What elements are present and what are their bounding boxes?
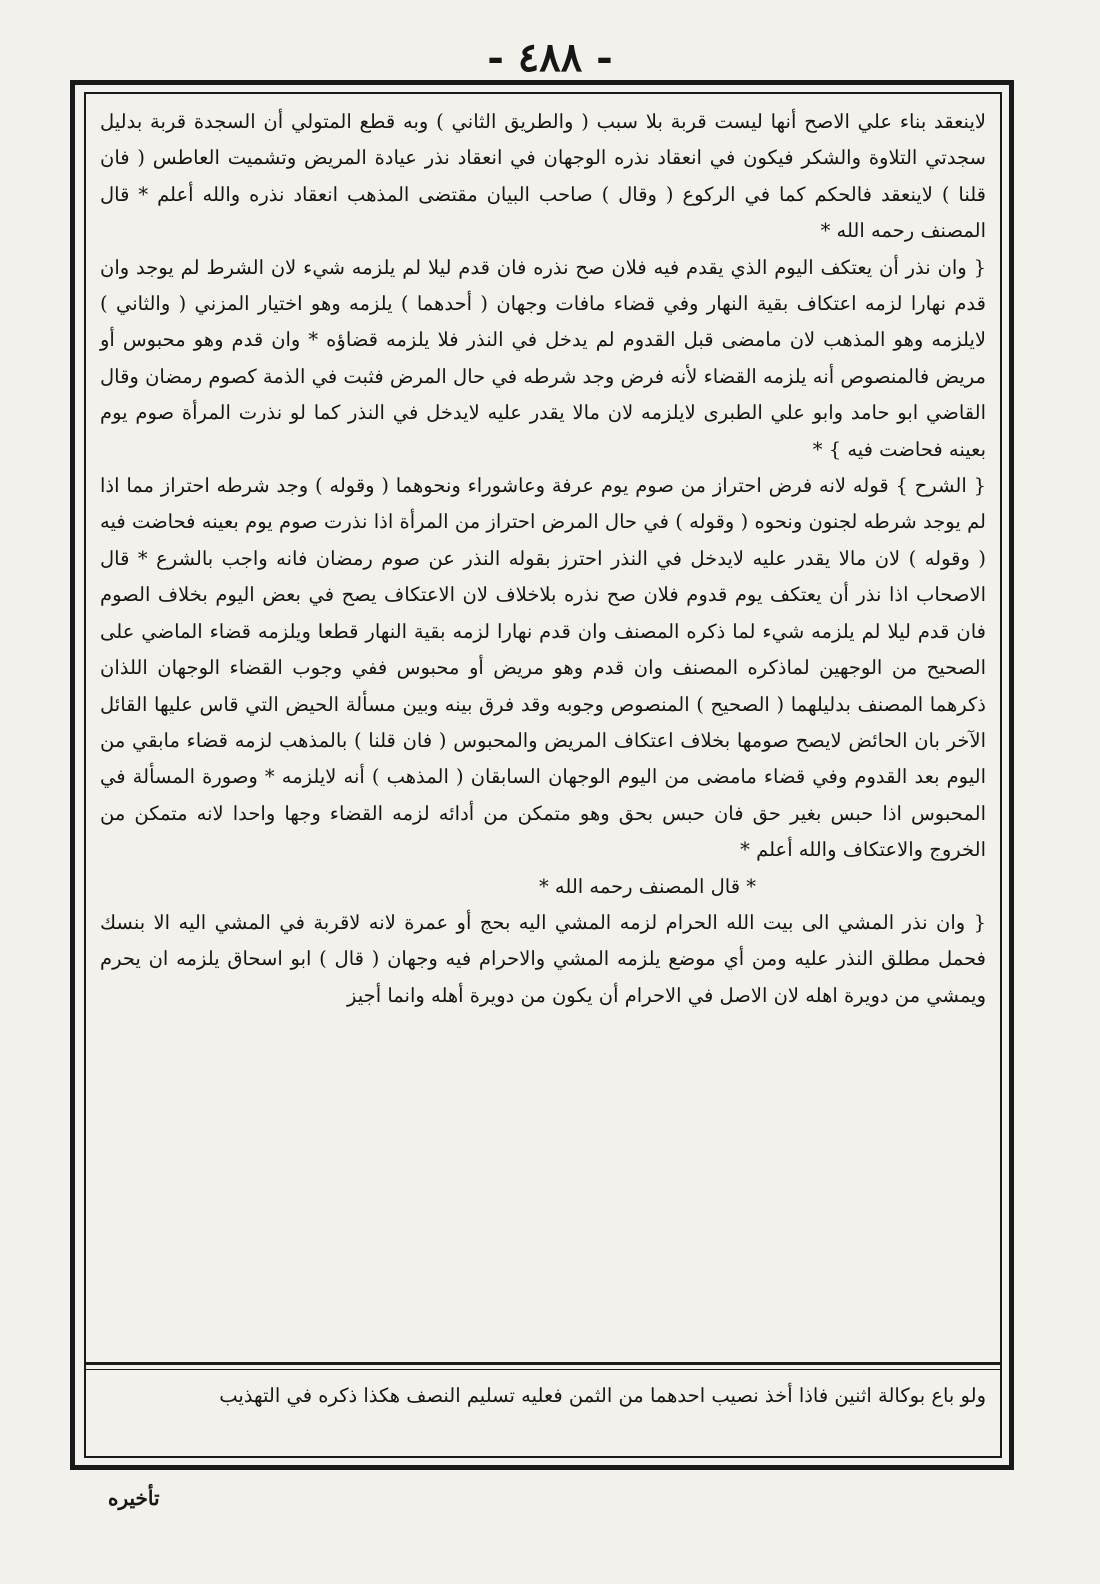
paragraph-5: { وان نذر المشي الى بيت الله الحرام لزمه المشي اليه بحج أو عمرة لانه لاقربة في المشي اليه الا بنسك فحمل مطلق النذر عليه ومن أي موضع يلزمه المشي والاحرام فيه وجهان ( قال ) ابو اسحاق يلزمه ان يحرم ويمشي من دويرة اهله لان الاصل في الاحرام أن يكون من دويرة أهله وانما أجيز: [100, 910, 986, 1007]
footnote: ولو باع بوكالة اثنين فاذا أخذ نصيب احدهما من الثمن فعليه تسليم النصف هكذا ذكره في التهذيب: [219, 1384, 986, 1407]
footnote-rule-top: [86, 1362, 1000, 1365]
footnote-rule-top-thin: [86, 1369, 1000, 1370]
page-number: - ٤٨٨ -: [487, 34, 613, 81]
paragraph-3: { الشرح } قوله لانه فرض احتراز من صوم يوم عرفة وعاشوراء ونحوهما ( وقوله ) وجد شرطه احتراز مما اذا لم يوجد شرطه لجنون ونحوه ( وقوله ) في حال المرض احتراز من المرأة اذا نذرت صوم يوم بعينه فحاضت فيه ( وقوله ) لان مالا يقدر عليه لايدخل في النذر احترز بقوله النذر عن صوم رمضان فانه واجب بالشرع * قال الاصحاب اذا نذر أن يعتكف يوم قدوم فلان صح نذره بلاخلاف لان الاعتكاف يصح في بعض اليوم بخلاف الصوم فان قدم ليلا لم يلزمه شيء لما ذكره المصنف وان قدم نهارا لزمه بقية النهار قطعا ويلزمه قضاء الماضي على الصحيح من الوجهين لماذكره المصنف وان قدم وهو مريض أو محبوس ففي وجوب القضاء الوجهان اللذان ذكرهما المصنف بدليلهما ( الصحيح ) المنصوص وجوبه وقد فرق بينه وبين مسألة الحيض التي قاس عليها القائل الآخر بان الحائض لايصح صومها بخلاف اعتكاف المريض والمحبوس ( فان قلنا ) بالمذهب لزمه قضاء مابقي من اليوم بعد القدوم وفي قضاء مامضى من اليوم الوجهان السابقان ( المذهب ) أنه لايلزمه * وصورة المسألة في المحبوس اذا حبس بغير حق فان حبس بحق وهو متمكن من أدائه لزمه القضاء وجها واحدا لانه متمكن من الخروج والاعتكاف والله أعلم *: [100, 474, 986, 862]
paragraph-2: { وان نذر أن يعتكف اليوم الذي يقدم فيه فلان صح نذره فان قدم ليلا لم يلزمه شيء لان الشرط لم يوجد وان قدم نهارا لزمه اعتكاف بقية النهار وفي قضاء مافات وجهان ( أحدهما ) يلزمه وهو اختيار المزني ( والثاني ) لايلزمه وهو المذهب لان مامضى قبل القدوم لم يدخل في النذر فلا يلزمه قضاؤه * وان قدم وهو محبوس أو مريض فالمنصوص أنه يلزمه القضاء لأنه فرض وجد شرطه في حال المرض فثبت في الذمة كصوم رمضان وقال القاضي ابو حامد وابو علي الطبرى لايلزمه لان مالا يقدر عليه لايدخل في النذر كما لو نذرت المرأة صوم يوم بعينه فحاضت فيه } *: [100, 255, 986, 461]
paragraph-1: لاينعقد بناء علي الاصح أنها ليست قربة بلا سبب ( والطريق الثاني ) وبه قطع المتولي أن السجدة قربة بدليل سجدتي التلاوة والشكر فيكون في انعقاد نذره الوجهان في انعقاد نذر عيادة المريض وتشميت العاطس ( فان قلنا ) لاينعقد فالحكم كما في الركوع ( وقال ) صاحب البيان مقتضى المذهب انعقاد نذره والله أعلم * قال المصنف رحمه الله *: [100, 110, 986, 243]
main-text: [100, 104, 986, 1014]
paragraph-4: * قال المصنف رحمه الله *: [538, 874, 756, 898]
catchword: تأخيره: [108, 1486, 160, 1510]
